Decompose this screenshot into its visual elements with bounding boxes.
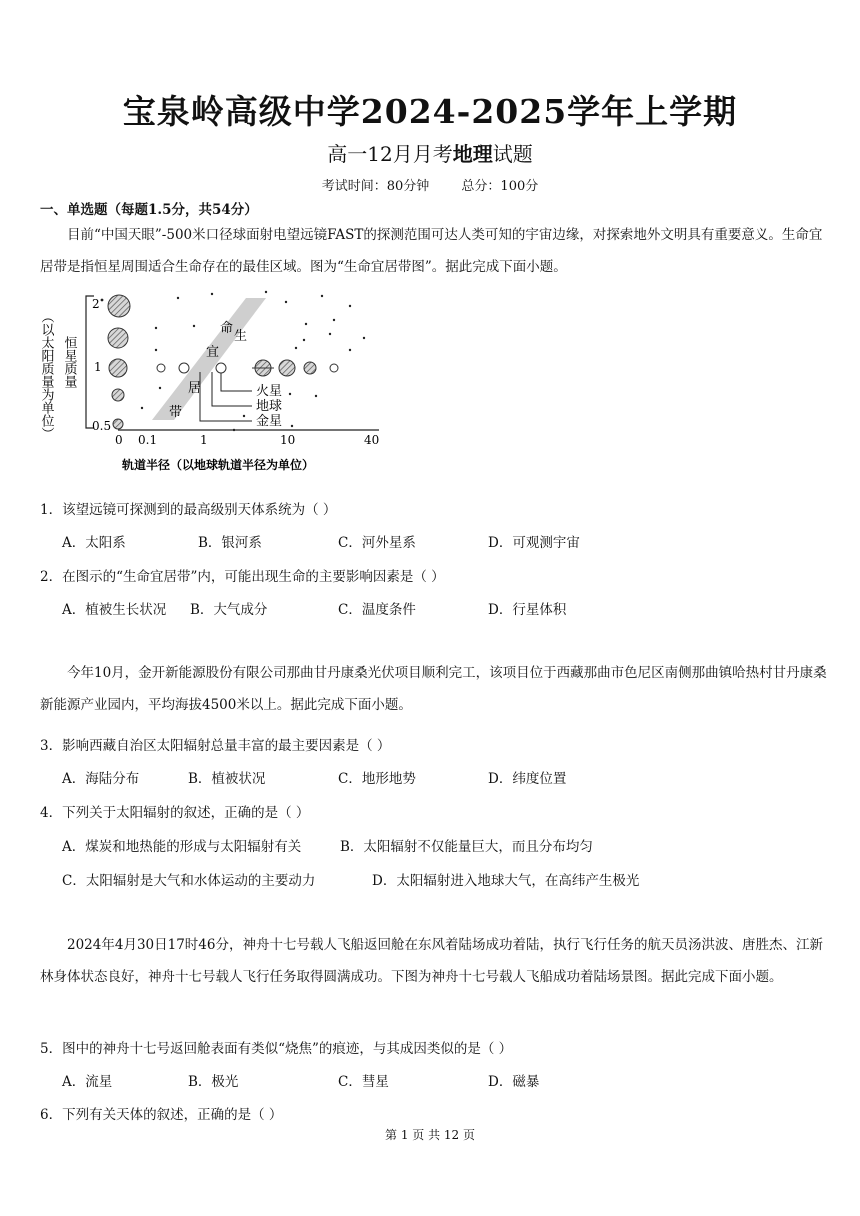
option-a[interactable]: A．太阳系: [62, 535, 126, 551]
page-footer: 第 1 页 共 12 页: [385, 1128, 475, 1142]
x-tick: 10: [280, 433, 296, 447]
option-d[interactable]: D．磁暴: [488, 1074, 540, 1090]
exam-time: 考试时间：80分钟: [321, 179, 430, 194]
question-5: 5．图中的神舟十七号返回舱表面有类似“烧焦”的痕迹，与其成因类似的是（ ）: [40, 1041, 513, 1057]
option-c[interactable]: C．河外星系: [338, 535, 416, 551]
x-tick: 0: [115, 433, 123, 447]
y-tick: 0.5: [92, 419, 112, 433]
option-b[interactable]: B．植被状况: [188, 771, 266, 787]
option-d[interactable]: D．太阳辐射进入地球大气，在高纬产生极光: [372, 873, 640, 889]
total-score: 总分：100分: [461, 179, 539, 194]
planet-label: 火星: [256, 384, 283, 399]
question-4: 4．下列关于太阳辐射的叙述，正确的是（ ）: [40, 805, 310, 821]
band-label-char: 生: [234, 329, 248, 344]
passage-1: 目前“中国天眼”-500米口径球面射电望远镜FAST的探测范围可达人类可知的宇宙边缘，对探索地外文明具有重要意义。生命宜居带是指恒星周围适合生命存在的最佳区域。图为“生命宜居带图”。据此完成下面小题。: [40, 227, 823, 275]
option-c[interactable]: C．太阳辐射是大气和水体运动的主要动力: [62, 873, 316, 889]
star-mass-2: [108, 295, 130, 317]
question-1-options: [62, 531, 580, 551]
question-6: 6．下列有关天体的叙述，正确的是（ ）: [40, 1107, 283, 1123]
planet-mercury: [157, 364, 165, 372]
planet-venus: [179, 363, 189, 373]
star: [112, 389, 124, 401]
band-label-char: 命: [220, 321, 234, 336]
option-d[interactable]: D．纬度位置: [488, 771, 567, 787]
y-tick: 2: [92, 297, 100, 311]
band-label-char: 带: [169, 405, 183, 420]
band-label-char: 宜: [206, 345, 220, 360]
planet-label: 金星: [256, 414, 283, 429]
scatter-dots: [101, 291, 366, 431]
option-a[interactable]: A．煤炭和地热能的形成与太阳辐射有关: [62, 839, 302, 855]
question-2: 2．在图示的“生命宜居带”内，可能出现生命的主要影响因素是（ ）: [40, 569, 445, 585]
x-tick: 0.1: [138, 433, 158, 447]
option-c[interactable]: C．温度条件: [338, 602, 416, 618]
y-axis-label-inner: 恒星质量: [61, 336, 77, 388]
option-b[interactable]: B．大气成分: [190, 602, 268, 618]
leader-line: [212, 372, 252, 406]
option-a[interactable]: A．植被生长状况: [62, 602, 167, 618]
star: [108, 328, 128, 348]
passage-2: 今年10月，金开新能源股份有限公司那曲甘丹康桑光伏项目顺利完工，该项目位于西藏那曲市色尼区南侧那曲镇哈热村甘丹康桑新能源产业园内，平均海拔4500米以上。据此完成下面小题。: [40, 665, 827, 713]
question-4-options-row1: [62, 835, 593, 855]
question-4-options-row2: [62, 869, 639, 889]
option-a[interactable]: A．海陆分布: [62, 771, 140, 787]
y-tick: 1: [94, 360, 102, 374]
passage-3: 2024年4月30日17时46分，神舟十七号载人飞船返回舱在东风着陆场成功着陆，执行飞行任务的航天员汤洪波、唐胜杰、江新林身体状态良好，神舟十七号载人飞行任务取得圆满成功。下图为神舟十七号载人飞船成功着陆场景图。据此完成下面小题。: [40, 937, 823, 985]
leader-line: [221, 373, 252, 391]
option-d[interactable]: D．行星体积: [488, 602, 567, 618]
leader-line: [200, 372, 252, 421]
question-3-options: [62, 767, 566, 787]
option-c[interactable]: C．彗星: [338, 1074, 389, 1090]
star: [113, 419, 123, 429]
planet-label: 地球: [256, 399, 283, 414]
exam-meta: [0, 175, 860, 194]
option-b[interactable]: B．极光: [188, 1074, 239, 1090]
option-b[interactable]: B．太阳辐射不仅能量巨大，而且分布均匀: [340, 839, 593, 855]
option-d[interactable]: D．可观测宇宙: [488, 535, 580, 551]
planet-uranus: [304, 362, 316, 374]
planet-earth: [216, 363, 226, 373]
planet-saturn: [279, 360, 295, 376]
question-1: 1．该望远镜可探测到的最高级别天体系统为（ ）: [40, 502, 337, 518]
habitable-zone-figure: [34, 288, 394, 478]
option-c[interactable]: C．地形地势: [338, 771, 416, 787]
question-3: 3．影响西藏自治区太阳辐射总量丰富的最主要因素是（ ）: [40, 738, 391, 754]
x-tick: 1: [200, 433, 208, 447]
band-label-char: 居: [188, 381, 202, 396]
planet-neptune: [330, 364, 338, 372]
question-2-options: [62, 598, 566, 618]
y-axis-label-outer: （以太阳质量为单位）: [38, 310, 54, 440]
x-tick: 40: [364, 433, 380, 447]
question-5-options: [62, 1070, 539, 1090]
star-sun: [109, 359, 127, 377]
option-a[interactable]: A．流星: [62, 1074, 113, 1090]
option-b[interactable]: B．银河系: [198, 535, 262, 551]
section-title: 一、单选题（每题1.5分，共54分）: [40, 202, 258, 218]
exam-title: 宝泉岭高级中学2024-2025学年上学期: [122, 92, 738, 131]
x-axis-label: 轨道半径（以地球轨道半径为单位）: [122, 458, 315, 472]
exam-subtitle: 高一12月月考地理试题: [327, 142, 533, 166]
